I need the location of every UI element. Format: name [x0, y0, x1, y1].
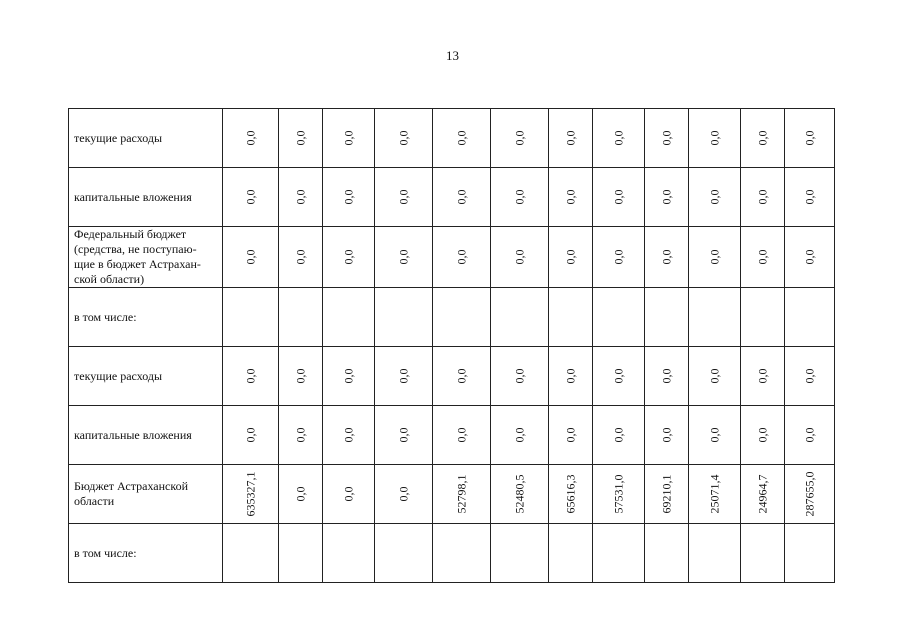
cell-value: 0,0 [563, 189, 577, 205]
value-cell [785, 109, 835, 168]
value-cell [323, 227, 375, 288]
value-cell [279, 288, 323, 347]
cell-value: 0,0 [563, 249, 577, 265]
value-cell [785, 168, 835, 227]
value-cell [645, 347, 689, 406]
cell-value: 0,0 [659, 130, 673, 146]
cell-value: 0,0 [243, 189, 257, 205]
value-cell [491, 109, 549, 168]
value-cell [323, 168, 375, 227]
value-cell [645, 524, 689, 583]
value-cell [433, 109, 491, 168]
value-cell [785, 347, 835, 406]
value-cell [433, 347, 491, 406]
cell-value: 0,0 [563, 130, 577, 146]
value-cell [433, 524, 491, 583]
cell-value: 0,0 [707, 427, 721, 443]
cell-value: 25071,4 [707, 474, 721, 514]
row-label: капитальные вложения [69, 406, 223, 465]
budget-table [68, 108, 835, 583]
value-cell [323, 406, 375, 465]
value-cell [689, 524, 741, 583]
value-cell [593, 288, 645, 347]
value-cell [593, 406, 645, 465]
cell-value: 0,0 [755, 368, 769, 384]
cell-value: 0,0 [341, 427, 355, 443]
value-cell [491, 524, 549, 583]
value-cell [645, 227, 689, 288]
cell-value: 0,0 [396, 368, 410, 384]
cell-value: 0,0 [707, 368, 721, 384]
cell-value: 0,0 [293, 130, 307, 146]
value-cell [741, 109, 785, 168]
row-label: текущие расходы [69, 347, 223, 406]
value-cell [279, 347, 323, 406]
row-label-line: (средства, не поступаю- [74, 242, 197, 256]
cell-value: 0,0 [802, 189, 816, 205]
cell-value: 0,0 [802, 368, 816, 384]
table-row [69, 347, 835, 406]
cell-value: 0,0 [512, 368, 526, 384]
value-cell [433, 168, 491, 227]
cell-value: 0,0 [512, 427, 526, 443]
cell-value: 0,0 [707, 130, 721, 146]
row-label: в том числе: [69, 524, 223, 583]
value-cell [375, 109, 433, 168]
cell-value: 0,0 [707, 249, 721, 265]
value-cell [689, 109, 741, 168]
cell-value: 0,0 [396, 189, 410, 205]
cell-value: 0,0 [802, 130, 816, 146]
cell-value: 0,0 [293, 427, 307, 443]
value-cell [549, 227, 593, 288]
cell-value: 0,0 [396, 130, 410, 146]
cell-value: 52798,1 [454, 474, 468, 514]
cell-value: 0,0 [755, 427, 769, 443]
value-cell [785, 227, 835, 288]
value-cell [593, 465, 645, 524]
value-cell [549, 109, 593, 168]
value-cell [549, 406, 593, 465]
value-cell [549, 524, 593, 583]
row-label: в том числе: [69, 288, 223, 347]
row-label: капитальные вложения [69, 168, 223, 227]
value-cell [375, 524, 433, 583]
value-cell [223, 465, 279, 524]
value-cell [375, 347, 433, 406]
value-cell [741, 168, 785, 227]
value-cell [279, 109, 323, 168]
cell-value: 52480,5 [512, 474, 526, 514]
page-number: 13 [446, 48, 459, 63]
cell-value: 0,0 [512, 249, 526, 265]
value-cell [323, 524, 375, 583]
value-cell [593, 227, 645, 288]
value-cell [645, 109, 689, 168]
value-cell [375, 168, 433, 227]
value-cell [375, 465, 433, 524]
value-cell [433, 465, 491, 524]
cell-value: 0,0 [243, 130, 257, 146]
cell-value: 0,0 [659, 427, 673, 443]
table-row [69, 168, 835, 227]
value-cell [549, 288, 593, 347]
cell-value: 0,0 [659, 189, 673, 205]
value-cell [593, 524, 645, 583]
cell-value: 0,0 [563, 368, 577, 384]
cell-value: 0,0 [755, 189, 769, 205]
cell-value: 0,0 [243, 249, 257, 265]
row-label [69, 465, 223, 524]
value-cell [279, 227, 323, 288]
value-cell [785, 288, 835, 347]
value-cell [785, 465, 835, 524]
value-cell [323, 347, 375, 406]
value-cell [645, 465, 689, 524]
value-cell [741, 465, 785, 524]
row-label-line: щие в бюджет Астрахан- [74, 257, 201, 271]
value-cell [785, 406, 835, 465]
value-cell [279, 168, 323, 227]
cell-value: 57531,0 [611, 474, 625, 514]
cell-value: 65616,3 [563, 474, 577, 514]
value-cell [433, 288, 491, 347]
value-cell [323, 109, 375, 168]
table-row [69, 524, 835, 583]
value-cell [549, 347, 593, 406]
value-cell [491, 227, 549, 288]
cell-value: 0,0 [454, 130, 468, 146]
value-cell [279, 524, 323, 583]
cell-value: 0,0 [755, 130, 769, 146]
cell-value: 0,0 [563, 427, 577, 443]
value-cell [593, 347, 645, 406]
cell-value: 0,0 [293, 189, 307, 205]
table-row [69, 109, 835, 168]
cell-value: 635327,1 [243, 471, 257, 517]
cell-value: 287655,0 [802, 471, 816, 517]
cell-value: 0,0 [512, 189, 526, 205]
value-cell [645, 168, 689, 227]
cell-value: 69210,1 [659, 474, 673, 514]
value-cell [433, 227, 491, 288]
value-cell [689, 227, 741, 288]
cell-value: 0,0 [611, 427, 625, 443]
value-cell [689, 465, 741, 524]
cell-value: 0,0 [293, 368, 307, 384]
value-cell [741, 347, 785, 406]
value-cell [223, 406, 279, 465]
value-cell [323, 465, 375, 524]
value-cell [741, 524, 785, 583]
cell-value: 0,0 [396, 249, 410, 265]
value-cell [741, 406, 785, 465]
table-row [69, 406, 835, 465]
cell-value: 0,0 [341, 249, 355, 265]
cell-value: 0,0 [454, 427, 468, 443]
row-label-line: ской области) [74, 272, 145, 286]
row-label-line: области [74, 494, 115, 508]
value-cell [549, 168, 593, 227]
table-row [69, 288, 835, 347]
value-cell [279, 406, 323, 465]
value-cell [549, 465, 593, 524]
value-cell [279, 465, 323, 524]
cell-value: 0,0 [611, 249, 625, 265]
cell-value: 0,0 [611, 368, 625, 384]
cell-value: 0,0 [396, 486, 410, 502]
value-cell [223, 288, 279, 347]
row-label-line: Бюджет Астраханской [74, 479, 189, 493]
cell-value: 0,0 [293, 249, 307, 265]
value-cell [491, 406, 549, 465]
value-cell [689, 347, 741, 406]
cell-value: 0,0 [755, 249, 769, 265]
cell-value: 0,0 [341, 368, 355, 384]
value-cell [491, 288, 549, 347]
value-cell [491, 168, 549, 227]
cell-value: 0,0 [802, 427, 816, 443]
value-cell [593, 109, 645, 168]
value-cell [785, 524, 835, 583]
table-body [69, 109, 835, 583]
row-label [69, 227, 223, 288]
cell-value: 0,0 [341, 189, 355, 205]
cell-value: 0,0 [341, 486, 355, 502]
value-cell [223, 227, 279, 288]
value-cell [375, 406, 433, 465]
value-cell [491, 465, 549, 524]
cell-value: 0,0 [659, 368, 673, 384]
row-label-line: Федеральный бюджет [74, 227, 187, 241]
value-cell [741, 227, 785, 288]
value-cell [375, 288, 433, 347]
cell-value: 24964,7 [755, 474, 769, 514]
value-cell [223, 109, 279, 168]
row-label: текущие расходы [69, 109, 223, 168]
value-cell [689, 406, 741, 465]
cell-value: 0,0 [396, 427, 410, 443]
value-cell [689, 288, 741, 347]
cell-value: 0,0 [454, 249, 468, 265]
table-row [69, 227, 835, 288]
value-cell [433, 406, 491, 465]
cell-value: 0,0 [611, 189, 625, 205]
cell-value: 0,0 [243, 368, 257, 384]
cell-value: 0,0 [341, 130, 355, 146]
cell-value: 0,0 [454, 189, 468, 205]
value-cell [223, 168, 279, 227]
cell-value: 0,0 [243, 427, 257, 443]
cell-value: 0,0 [293, 486, 307, 502]
cell-value: 0,0 [611, 130, 625, 146]
value-cell [689, 168, 741, 227]
cell-value: 0,0 [454, 368, 468, 384]
value-cell [741, 288, 785, 347]
cell-value: 0,0 [512, 130, 526, 146]
value-cell [223, 347, 279, 406]
cell-value: 0,0 [802, 249, 816, 265]
value-cell [645, 288, 689, 347]
value-cell [491, 347, 549, 406]
value-cell [593, 168, 645, 227]
value-cell [323, 288, 375, 347]
cell-value: 0,0 [659, 249, 673, 265]
value-cell [223, 524, 279, 583]
table-row [69, 465, 835, 524]
value-cell [375, 227, 433, 288]
cell-value: 0,0 [707, 189, 721, 205]
value-cell [645, 406, 689, 465]
